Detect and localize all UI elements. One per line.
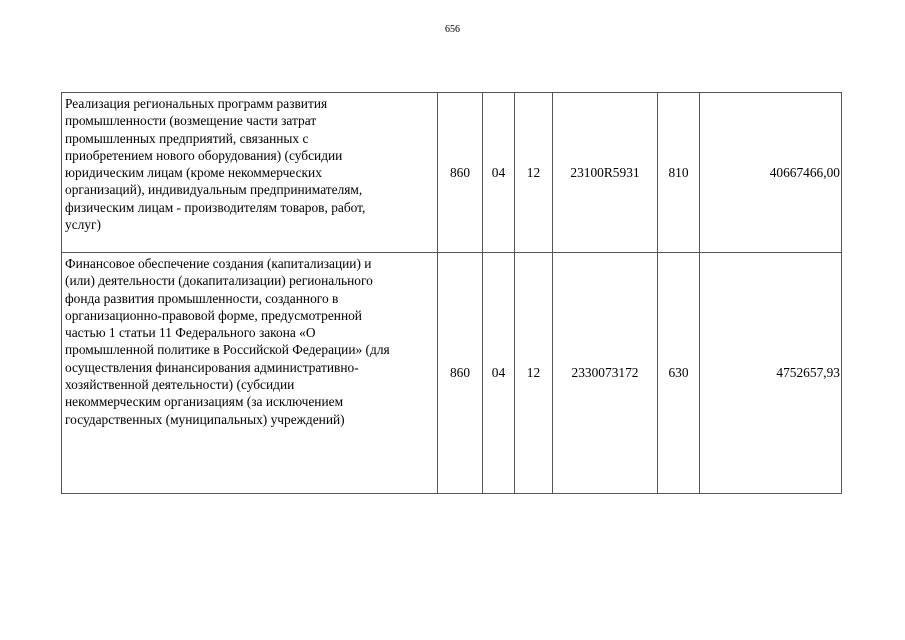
ministry-code: 860 — [438, 93, 483, 253]
subsection-code: 12 — [515, 93, 553, 253]
table-row — [62, 93, 842, 253]
row-description: Реализация региональных программ развития промышленности (возмещение части затрат промышленных предприятий, связанных с приобретением нового оборудования) (субсидии юридическим лицам (кроме некоммерческих организаций), индивидуальным предпринимателям, физическим лицам - производителям товаров, работ, услуг) — [62, 93, 438, 253]
target-article-code: 2330073172 — [553, 253, 658, 494]
subsection-code: 12 — [515, 253, 553, 494]
row-description: Финансовое обеспечение создания (капитализации) и (или) деятельности (докапитализации) регионального фонда развития промышленности, созданного в организационно-правовой форме, предусмотренной частью 1 статьи 11 Федерального закона «О промышленной политике в Российской Федерации» (для осуществления финансирования административно- хозяйственной деятельности) (субсидии некоммерческим организациям (за исключением государственных (муниципальных) учреждений) — [62, 253, 438, 494]
amount: 40667466,00 — [700, 93, 842, 253]
section-code: 04 — [483, 253, 515, 494]
page-number: 656 — [445, 24, 460, 35]
section-code: 04 — [483, 93, 515, 253]
expense-type-code: 630 — [658, 253, 700, 494]
budget-table — [61, 92, 842, 494]
amount: 4752657,93 — [700, 253, 842, 494]
table-row — [62, 253, 842, 494]
ministry-code: 860 — [438, 253, 483, 494]
expense-type-code: 810 — [658, 93, 700, 253]
target-article-code: 23100R5931 — [553, 93, 658, 253]
